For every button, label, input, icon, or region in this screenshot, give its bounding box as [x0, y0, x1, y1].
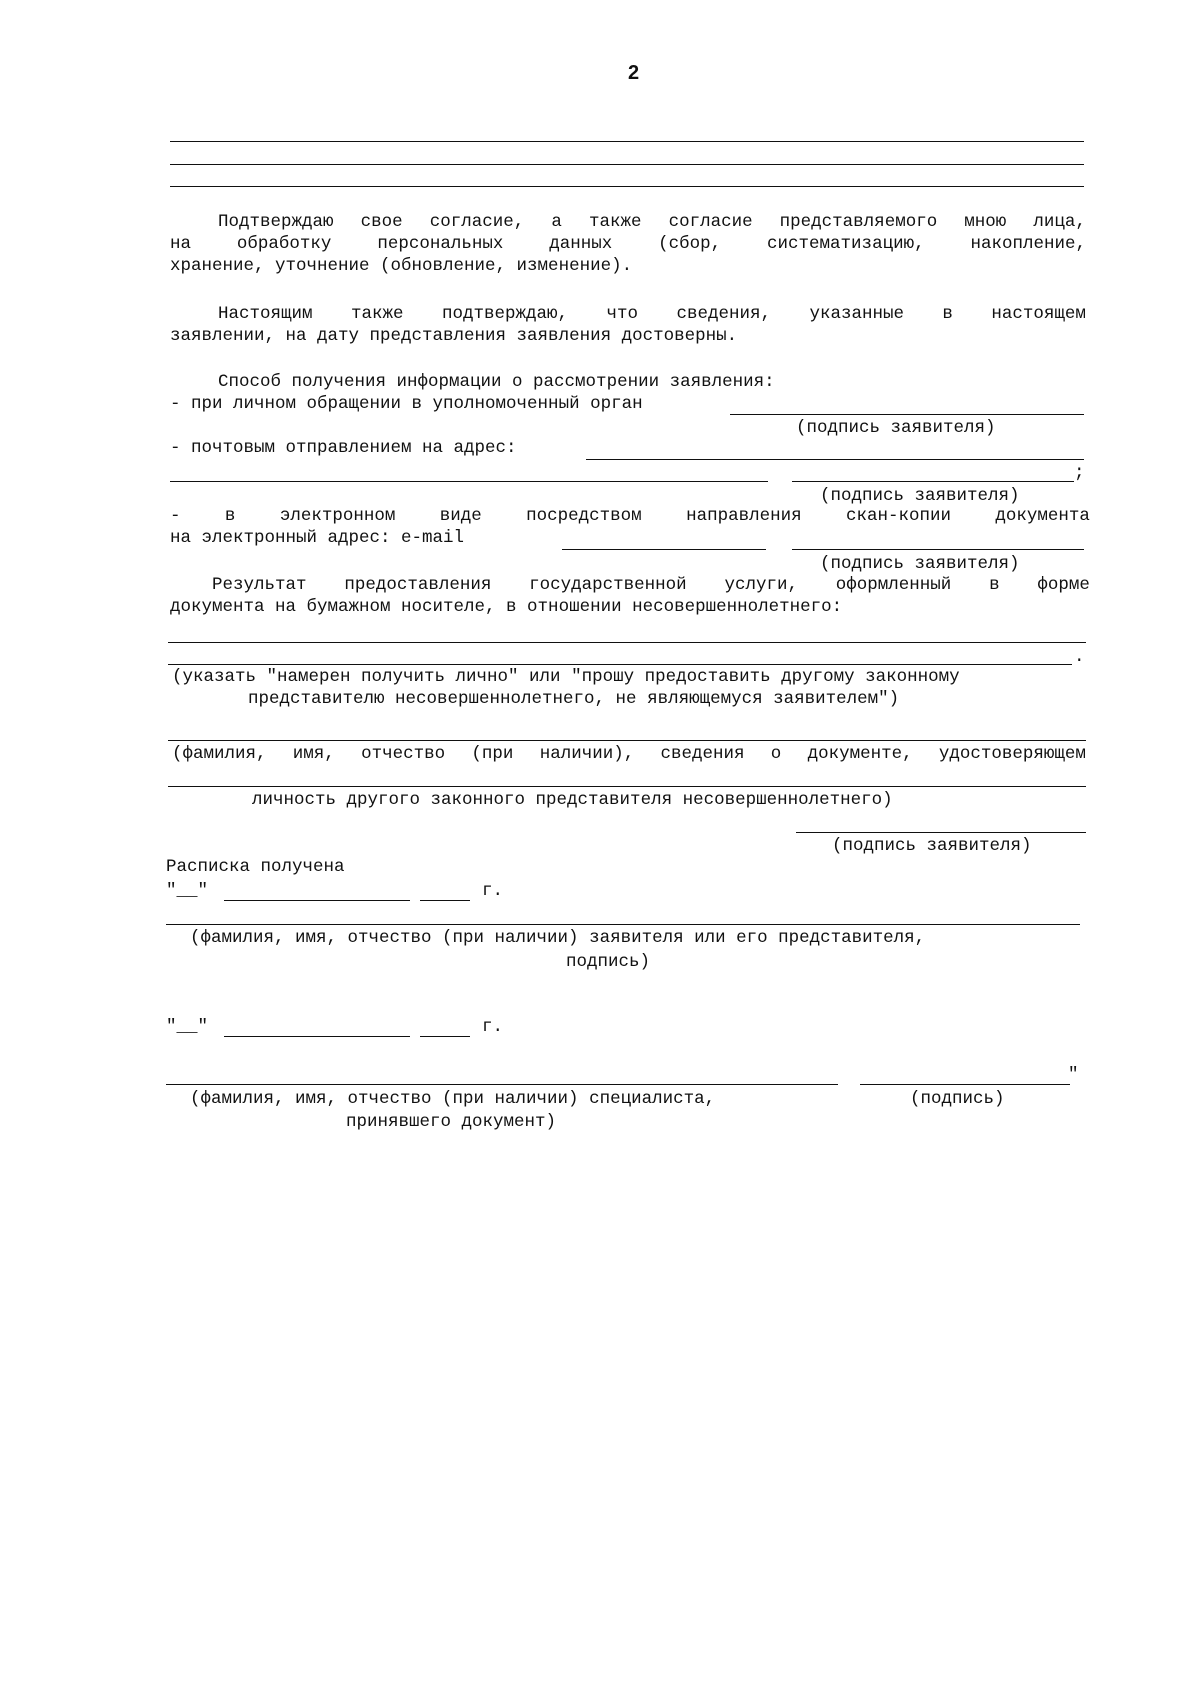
signature-line[interactable] — [792, 549, 1084, 550]
consent-line-2: на обработку персональных данных (сбор, систематизацию, накопление, — [170, 234, 1086, 254]
blank-line — [170, 164, 1084, 165]
signature-caption: (подпись заявителя) — [832, 836, 1032, 856]
signature-line[interactable] — [730, 414, 1084, 415]
signature-caption: (подпись заявителя) — [820, 486, 1020, 506]
end-quote: " — [1068, 1065, 1079, 1085]
specialist-note-1: (фамилия, имя, отчество (при наличии) специалиста, — [190, 1089, 716, 1109]
year-suffix: г. — [482, 881, 504, 901]
method-personal: - при личном обращении в уполномоченный орган — [170, 394, 643, 414]
method-heading: Способ получения информации о рассмотрении заявления: — [218, 372, 775, 392]
result-line-1: Результат предоставления государственной услуги, оформленный в форме — [212, 575, 1090, 595]
blank-line[interactable] — [168, 642, 1086, 643]
identity-note: личность другого законного представителя несовершеннолетнего) — [252, 790, 893, 810]
signature-caption: (подпись) — [910, 1089, 1005, 1109]
result-line-2: документа на бумажном носителе, в отношении несовершеннолетнего: — [170, 597, 843, 617]
address-line[interactable] — [586, 459, 1084, 460]
method-post: - почтовым отправлением на адрес: — [170, 438, 517, 458]
period: . — [1074, 647, 1085, 667]
specialist-line[interactable] — [166, 1084, 838, 1085]
year-suffix: г. — [482, 1017, 504, 1037]
result-note-2: представителю несовершеннолетнего, не являющемуся заявителем") — [248, 689, 900, 709]
date-month-line[interactable] — [224, 1036, 410, 1037]
signature-line[interactable] — [792, 481, 1074, 482]
blank-line[interactable] — [168, 740, 1086, 741]
date-month-line[interactable] — [224, 900, 410, 901]
signature-line[interactable] — [796, 832, 1086, 833]
address-line[interactable] — [170, 481, 768, 482]
blank-line — [170, 186, 1084, 187]
signature-caption: (подпись заявителя) — [820, 554, 1020, 574]
blank-line[interactable] — [166, 924, 1080, 925]
result-note-1: (указать "намерен получить лично" или "прошу предоставить другому законному — [172, 667, 960, 687]
method-email-line-2: на электронный адрес: e-mail — [170, 528, 465, 548]
blank-line[interactable] — [168, 786, 1086, 787]
blank-line[interactable] — [168, 664, 1072, 665]
receipt-title: Расписка получена — [166, 857, 345, 877]
fio-note: (фамилия, имя, отчество (при наличии), сведения о документе, удостоверяющем — [172, 744, 1086, 764]
specialist-note-2: принявшего документ) — [346, 1112, 557, 1132]
consent-line-3: хранение, уточнение (обновление, изменение). — [170, 256, 633, 276]
page-number: 2 — [628, 62, 640, 84]
signature-line[interactable] — [860, 1084, 1070, 1085]
blank-line — [170, 141, 1084, 142]
date-year-line[interactable] — [420, 1036, 470, 1037]
consent-line-1: Подтверждаю свое согласие, а также согласие представляемого мною лица, — [218, 212, 1086, 232]
applicant-note-1: (фамилия, имя, отчество (при наличии) заявителя или его представителя, — [190, 928, 926, 948]
method-email-line-1: - в электронном виде посредством направления скан-копии документа — [170, 506, 1090, 526]
semicolon: ; — [1074, 463, 1085, 483]
email-line[interactable] — [562, 549, 766, 550]
confirm-line-2: заявлении, на дату представления заявления достоверны. — [170, 326, 738, 346]
applicant-note-2: подпись) — [566, 952, 651, 972]
date-year-line[interactable] — [420, 900, 470, 901]
confirm-line-1: Настоящим также подтверждаю, что сведения, указанные в настоящем — [218, 304, 1086, 324]
date-day[interactable]: "__" — [166, 881, 209, 901]
signature-caption: (подпись заявителя) — [796, 418, 996, 438]
date-day[interactable]: "__" — [166, 1017, 209, 1037]
